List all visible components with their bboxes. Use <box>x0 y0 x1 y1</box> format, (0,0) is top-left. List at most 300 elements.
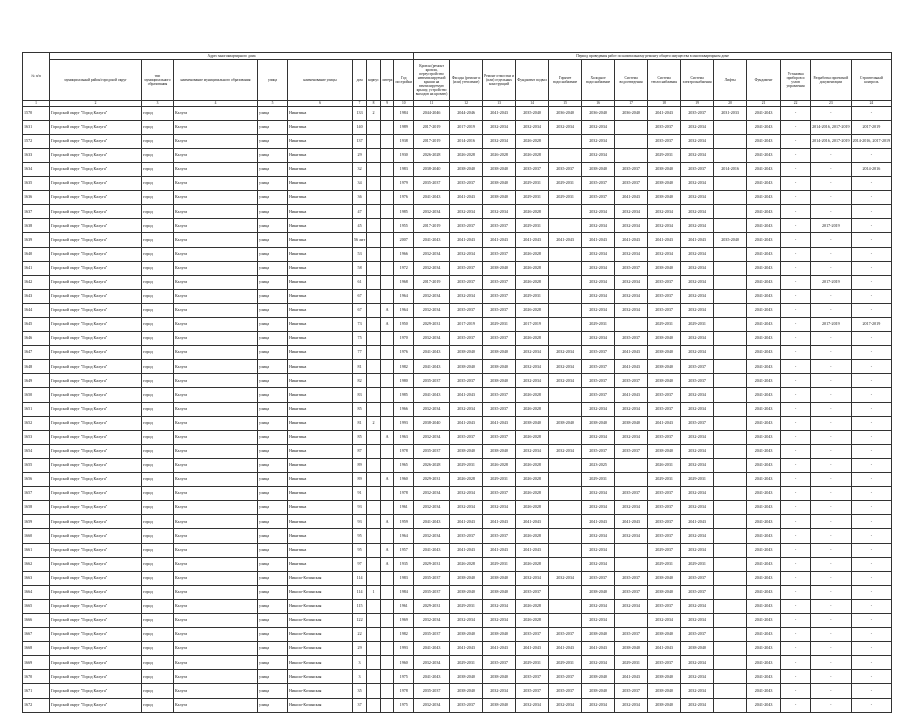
table-cell: 2017-2019 <box>851 318 892 332</box>
table-cell: 2041-2043 <box>747 416 781 430</box>
column-number: 6 <box>288 101 353 107</box>
table-cell <box>380 233 394 247</box>
table-cell: - <box>781 261 811 275</box>
table-cell: 1978 <box>394 684 414 698</box>
table-cell: город <box>142 557 174 571</box>
table-cell: улица <box>258 670 288 684</box>
table-cell: 2041-2043 <box>549 642 582 656</box>
table-cell: 2035-2037 <box>483 487 516 501</box>
table-cell: 2041-2043 <box>516 233 549 247</box>
table-cell: Никитина <box>288 106 353 120</box>
capital-repair-schedule-sheet <box>22 52 892 713</box>
table-cell: 2038-2040 <box>648 698 681 712</box>
table-cell <box>714 444 747 458</box>
table-cell: город <box>142 177 174 191</box>
table-cell: 2044-2046 <box>450 106 483 120</box>
table-cell: 2026-2028 <box>516 134 549 148</box>
table-cell <box>549 501 582 515</box>
table-cell: - <box>851 628 892 642</box>
table-cell: 95 <box>353 543 367 557</box>
table-cell: 2026-2028 <box>450 557 483 571</box>
table-cell: 35 <box>353 684 367 698</box>
table-cell: 2036-2040 <box>549 106 582 120</box>
table-cell <box>615 473 648 487</box>
table-cell: 1652 <box>23 416 50 430</box>
table-cell: - <box>851 557 892 571</box>
table-cell: 1961 <box>394 501 414 515</box>
table-cell: Городской округ "Город Калуга" <box>50 473 142 487</box>
table-cell: Городской округ "Город Калуга" <box>50 275 142 289</box>
table-cell: 2032-2034 <box>681 275 714 289</box>
table-cell: 2029-2031 <box>414 599 450 613</box>
column-header: Горячее водоснабжение <box>549 60 582 101</box>
table-cell: - <box>781 120 811 134</box>
table-cell: Городской округ "Город Калуга" <box>50 571 142 585</box>
column-header: муниципальный район/городской округ <box>50 60 142 101</box>
table-cell: 2032-2034 <box>681 599 714 613</box>
table-cell: - <box>811 613 852 627</box>
column-header: № п/п <box>23 53 50 101</box>
table-cell: 2026-2028 <box>516 332 549 346</box>
table-cell: 2035-2037 <box>615 487 648 501</box>
table-cell: 2035-2037 <box>450 261 483 275</box>
table-cell <box>549 585 582 599</box>
table-cell: 2029-2031 <box>582 318 615 332</box>
table-cell: 2032-2034 <box>582 557 615 571</box>
table-cell: - <box>781 275 811 289</box>
table-cell: - <box>811 529 852 543</box>
table-cell: - <box>811 261 852 275</box>
table-cell: 2038-2040 <box>414 416 450 430</box>
table-cell: 2041-2043 <box>747 303 781 317</box>
table-cell: город <box>142 346 174 360</box>
table-cell: 2041-2043 <box>747 684 781 698</box>
table-cell: - <box>851 346 892 360</box>
table-cell <box>549 134 582 148</box>
table-cell <box>714 261 747 275</box>
table-cell: - <box>851 656 892 670</box>
table-cell: 2041-2043 <box>483 515 516 529</box>
table-cell: 2035-2037 <box>582 388 615 402</box>
table-cell: город <box>142 571 174 585</box>
table-cell: Никитина <box>288 219 353 233</box>
table-cell: 137 <box>353 134 367 148</box>
table-cell <box>714 275 747 289</box>
table-cell: 2035-2037 <box>414 628 450 642</box>
table-cell: 2032-2034 <box>615 402 648 416</box>
table-cell: 2035-2037 <box>615 585 648 599</box>
table-cell: город <box>142 360 174 374</box>
table-cell: 2032-2034 <box>681 402 714 416</box>
table-cell: 2035-2037 <box>615 261 648 275</box>
table-cell <box>714 360 747 374</box>
table-cell: - <box>781 177 811 191</box>
table-cell: 2029-2031 <box>549 177 582 191</box>
table-cell <box>367 275 381 289</box>
table-row <box>23 346 892 360</box>
table-cell: 1969 <box>394 613 414 627</box>
table-cell <box>380 599 394 613</box>
table-cell: - <box>781 388 811 402</box>
table-cell: - <box>781 487 811 501</box>
table-cell: Городской округ "Город Калуга" <box>50 191 142 205</box>
table-cell: 1976 <box>394 191 414 205</box>
table-cell <box>380 487 394 501</box>
table-cell: город <box>142 656 174 670</box>
table-cell: Городской округ "Город Калуга" <box>50 177 142 191</box>
table-cell: Калуга <box>174 642 258 656</box>
table-cell: 1649 <box>23 374 50 388</box>
table-cell: 2041-2043 <box>648 233 681 247</box>
table-cell <box>367 458 381 472</box>
table-cell: 2026-2028 <box>516 557 549 571</box>
table-cell: 2032-2034 <box>483 120 516 134</box>
table-cell <box>714 120 747 134</box>
table-cell: 2026-2028 <box>516 261 549 275</box>
table-cell: 77 <box>353 346 367 360</box>
table-cell: 2041-2043 <box>747 318 781 332</box>
table-cell: 122 <box>353 613 367 627</box>
table-cell: - <box>811 656 852 670</box>
table-cell: Городской округ "Город Калуга" <box>50 219 142 233</box>
table-row <box>23 543 892 557</box>
table-cell: 2035-2037 <box>681 106 714 120</box>
table-cell: - <box>851 487 892 501</box>
table-cell: город <box>142 303 174 317</box>
table-cell: город <box>142 374 174 388</box>
table-cell: 2035-2037 <box>615 571 648 585</box>
table-cell: Никитина <box>288 374 353 388</box>
table-cell: Калуга <box>174 557 258 571</box>
table-cell <box>714 642 747 656</box>
table-cell <box>380 585 394 599</box>
table-cell: 2035-2037 <box>681 374 714 388</box>
table-cell <box>367 684 381 698</box>
table-cell: 2041-2043 <box>615 388 648 402</box>
table-cell: - <box>851 585 892 599</box>
table-cell: улица <box>258 289 288 303</box>
table-cell: 2038-2040 <box>648 177 681 191</box>
table-cell: Калуга <box>174 205 258 219</box>
table-cell <box>714 557 747 571</box>
table-cell <box>714 332 747 346</box>
column-number: 17 <box>615 101 648 107</box>
table-row <box>23 473 892 487</box>
table-cell: 2032-2034 <box>450 613 483 627</box>
table-row <box>23 303 892 317</box>
table-cell: 2035-2037 <box>450 219 483 233</box>
table-cell: Калуга <box>174 529 258 543</box>
table-cell: 2032-2034 <box>549 360 582 374</box>
table-cell: 2035-2037 <box>582 444 615 458</box>
table-cell: 2017-2019 <box>811 318 852 332</box>
table-cell: 2041-2043 <box>648 416 681 430</box>
table-cell: город <box>142 515 174 529</box>
table-cell <box>367 473 381 487</box>
table-cell: 2029-2031 <box>648 318 681 332</box>
column-header: улица <box>258 60 288 101</box>
table-cell <box>367 134 381 148</box>
table-cell: 2032-2034 <box>414 613 450 627</box>
table-cell: - <box>811 642 852 656</box>
table-cell <box>549 332 582 346</box>
table-cell <box>549 303 582 317</box>
table-row <box>23 219 892 233</box>
table-cell: 2029-2031 <box>516 656 549 670</box>
table-cell <box>549 430 582 444</box>
table-cell <box>714 529 747 543</box>
table-cell: 2032-2034 <box>648 205 681 219</box>
column-header: дом <box>353 60 367 101</box>
table-cell: 2032-2034 <box>681 458 714 472</box>
table-cell: улица <box>258 275 288 289</box>
table-cell <box>380 698 394 712</box>
table-cell: Калуга <box>174 275 258 289</box>
table-cell: - <box>811 289 852 303</box>
table-row <box>23 430 892 444</box>
table-cell: 2 <box>367 416 381 430</box>
table-cell: 2041-2043 <box>450 388 483 402</box>
table-cell: 2035-2037 <box>681 628 714 642</box>
table-cell: 2032-2034 <box>615 430 648 444</box>
table-cell: А <box>380 543 394 557</box>
column-number: 15 <box>549 101 582 107</box>
table-cell: 2041-2043 <box>747 233 781 247</box>
column-number: 10 <box>394 101 414 107</box>
table-cell <box>380 219 394 233</box>
table-cell: - <box>781 303 811 317</box>
table-cell: 1985 <box>394 205 414 219</box>
table-cell: 1663 <box>23 571 50 585</box>
table-cell: 97 <box>353 557 367 571</box>
table-cell <box>549 515 582 529</box>
table-cell: 2032-2034 <box>414 698 450 712</box>
table-row <box>23 599 892 613</box>
table-cell: - <box>781 289 811 303</box>
table-cell: 2014-2016 <box>450 134 483 148</box>
table-cell: - <box>781 529 811 543</box>
table-cell: 2032-2034 <box>648 247 681 261</box>
table-cell: 2041-2043 <box>648 106 681 120</box>
table-cell: 2017-2019 <box>811 219 852 233</box>
table-cell: 3 <box>353 670 367 684</box>
table-cell: - <box>811 388 852 402</box>
table-cell: 2032-2034 <box>450 402 483 416</box>
table-cell: улица <box>258 444 288 458</box>
table-cell <box>549 275 582 289</box>
table-cell: 83 <box>353 388 367 402</box>
table-cell: 1964 <box>394 289 414 303</box>
table-cell: Городской округ "Город Калуга" <box>50 529 142 543</box>
table-row <box>23 670 892 684</box>
table-cell: 2026-2028 <box>483 458 516 472</box>
table-cell <box>714 613 747 627</box>
table-cell: - <box>811 148 852 162</box>
table-cell: 2032-2034 <box>615 205 648 219</box>
column-header: Установка приборов и узлов управления <box>781 60 811 101</box>
table-cell: - <box>811 487 852 501</box>
table-cell: 2031-2033 <box>714 106 747 120</box>
table-cell: 2041-2043 <box>414 233 450 247</box>
table-cell: город <box>142 501 174 515</box>
table-cell: 2041-2043 <box>582 233 615 247</box>
table-cell: 2041-2043 <box>681 233 714 247</box>
table-cell: Городской округ "Город Калуга" <box>50 360 142 374</box>
table-cell: 2029-2031 <box>483 318 516 332</box>
table-cell: 2041-2043 <box>747 205 781 219</box>
table-cell: улица <box>258 473 288 487</box>
table-cell <box>380 106 394 120</box>
table-cell: 2035-2037 <box>450 529 483 543</box>
table-cell: улица <box>258 543 288 557</box>
table-cell: 2038-2040 <box>549 416 582 430</box>
table-cell: Никитина <box>288 162 353 176</box>
table-cell: 114 <box>353 585 367 599</box>
table-cell: 2035-2037 <box>483 289 516 303</box>
table-cell: Никитина <box>288 473 353 487</box>
table-cell: 2041-2043 <box>747 473 781 487</box>
table-cell <box>367 233 381 247</box>
table-cell: 2036-2040 <box>615 106 648 120</box>
table-cell <box>367 261 381 275</box>
table-cell <box>380 205 394 219</box>
table-cell: город <box>142 430 174 444</box>
table-cell: улица <box>258 247 288 261</box>
table-cell: 2032-2034 <box>681 120 714 134</box>
table-cell: 2029-2031 <box>516 219 549 233</box>
table-cell: 2029-2031 <box>681 318 714 332</box>
table-cell: 2032-2034 <box>582 698 615 712</box>
table-cell: 2032-2034 <box>681 289 714 303</box>
table-cell: - <box>851 642 892 656</box>
table-cell: 2041-2043 <box>615 360 648 374</box>
table-cell <box>714 599 747 613</box>
table-cell: Городской округ "Город Калуга" <box>50 402 142 416</box>
table-cell: 1634 <box>23 162 50 176</box>
table-cell: 2035-2037 <box>414 684 450 698</box>
table-cell: - <box>781 684 811 698</box>
table-cell <box>367 557 381 571</box>
table-cell: 2035-2037 <box>516 684 549 698</box>
table-cell: город <box>142 205 174 219</box>
table-cell: 2032-2034 <box>582 205 615 219</box>
table-cell: улица <box>258 501 288 515</box>
column-header: Кровля (ремонт кровли, переустройство невентилируемой крыши на вентилируемую крышу, устройство выходов на кровлю) <box>414 60 450 101</box>
table-cell: 2035-2037 <box>615 332 648 346</box>
table-cell: 1654 <box>23 444 50 458</box>
table-row <box>23 205 892 219</box>
table-cell: - <box>811 430 852 444</box>
table-cell: 1966 <box>394 402 414 416</box>
table-cell: 3 <box>353 656 367 670</box>
column-number: 20 <box>714 101 747 107</box>
table-cell: город <box>142 599 174 613</box>
table-cell: 1668 <box>23 642 50 656</box>
table-cell: 36 <box>353 191 367 205</box>
table-cell <box>380 458 394 472</box>
table-cell: 2032-2034 <box>582 247 615 261</box>
table-cell: Калуга <box>174 177 258 191</box>
table-cell: 2032-2034 <box>582 543 615 557</box>
table-cell <box>549 557 582 571</box>
table-cell: Николо-Козинская <box>288 571 353 585</box>
table-cell: Калуга <box>174 374 258 388</box>
table-cell: Калуга <box>174 698 258 712</box>
table-cell: 1672 <box>23 698 50 712</box>
table-cell: Никитина <box>288 430 353 444</box>
table-cell: Городской округ "Город Калуга" <box>50 487 142 501</box>
table-cell: 2035-2037 <box>648 275 681 289</box>
table-cell <box>380 670 394 684</box>
table-cell: - <box>781 374 811 388</box>
table-cell <box>367 642 381 656</box>
column-number: 14 <box>516 101 549 107</box>
table-cell: город <box>142 388 174 402</box>
table-cell: - <box>811 501 852 515</box>
column-number: 7 <box>353 101 367 107</box>
table-cell <box>367 388 381 402</box>
table-cell: Никитина <box>288 318 353 332</box>
table-cell: 2029-2031 <box>681 473 714 487</box>
table-cell: 2029-2031 <box>648 557 681 571</box>
table-cell: 2041-2043 <box>483 543 516 557</box>
table-cell <box>367 120 381 134</box>
table-cell: А <box>380 473 394 487</box>
table-cell: 2035-2037 <box>582 346 615 360</box>
table-cell: Городской округ "Город Калуга" <box>50 543 142 557</box>
table-cell: 2032-2034 <box>516 444 549 458</box>
repair-schedule-table <box>22 52 892 713</box>
table-cell: 2029-2031 <box>648 473 681 487</box>
table-cell: 2041-2043 <box>747 388 781 402</box>
table-cell: 2017-2019 <box>450 318 483 332</box>
table-cell: улица <box>258 613 288 627</box>
table-cell: 89 <box>353 458 367 472</box>
table-cell: 2026-2028 <box>516 388 549 402</box>
table-cell: 2041-2043 <box>747 402 781 416</box>
table-cell: - <box>781 162 811 176</box>
table-cell: Николо-Козинская <box>288 585 353 599</box>
table-cell: Никитина <box>288 134 353 148</box>
table-cell: 2035-2037 <box>450 374 483 388</box>
table-cell: улица <box>258 529 288 543</box>
table-row <box>23 416 892 430</box>
table-cell: улица <box>258 177 288 191</box>
table-cell: город <box>142 458 174 472</box>
table-cell <box>367 402 381 416</box>
table-cell: 2026-2028 <box>516 501 549 515</box>
table-cell: 67 <box>353 303 367 317</box>
table-cell: Никитина <box>288 233 353 247</box>
table-cell: 1670 <box>23 670 50 684</box>
table-cell: - <box>811 402 852 416</box>
table-cell <box>714 698 747 712</box>
table-cell <box>367 613 381 627</box>
table-cell <box>714 318 747 332</box>
table-cell: 2032-2034 <box>582 402 615 416</box>
table-cell: город <box>142 134 174 148</box>
table-cell <box>549 219 582 233</box>
table-cell: 2026-2028 <box>516 487 549 501</box>
table-cell: 2032-2034 <box>450 289 483 303</box>
table-cell: 1570 <box>23 106 50 120</box>
table-cell: Никитина <box>288 487 353 501</box>
table-cell: Калуга <box>174 233 258 247</box>
table-cell: 2038-2040 <box>648 346 681 360</box>
table-cell: - <box>811 191 852 205</box>
table-cell: 2032-2034 <box>414 205 450 219</box>
table-cell: улица <box>258 684 288 698</box>
